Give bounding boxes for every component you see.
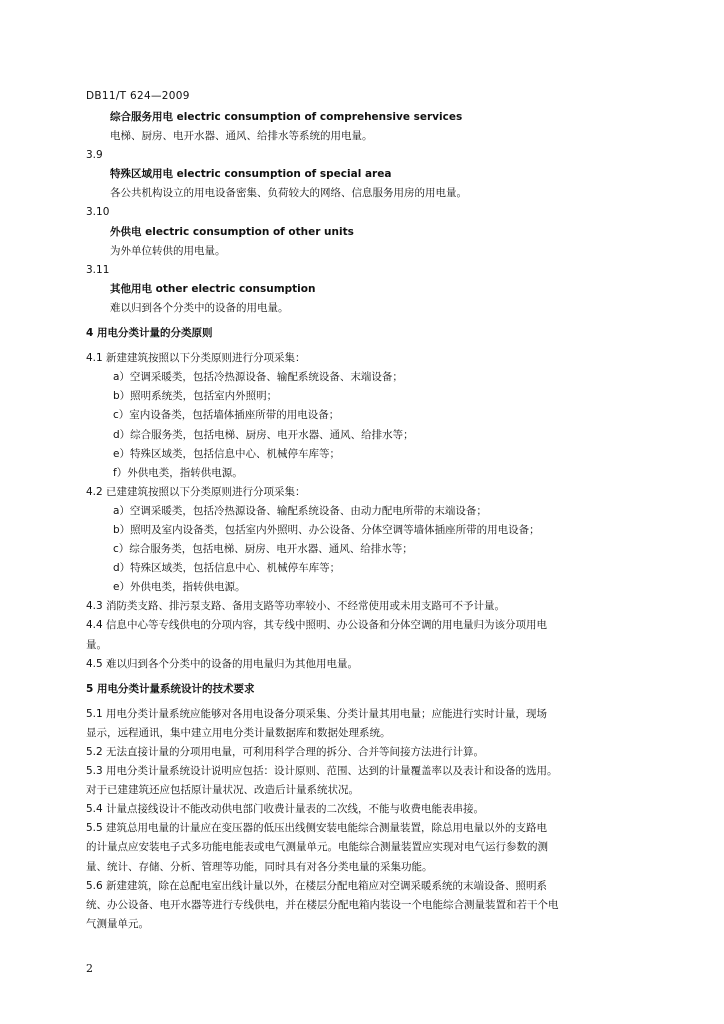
document-body	[86, 108, 658, 934]
clause-text: 5.5 建筑总用电量的计量应在变压器的低压出线侧安装电能综合测量装置，除总用电量以外的支路电	[86, 822, 548, 835]
clause-text: 统、办公设备、电开水器等进行专线供电，并在楼层分配电箱内装设一个电能综合测量装置和若干个电	[86, 898, 559, 911]
term-definition: 各公共机构设立的用电设备密集、负荷较大的网络、信息服务用房的用电量。	[110, 187, 467, 200]
clause-text: 5.1 用电分类计量系统应能够对各用电设备分项采集、分类计量其用电量；应能进行实时计量，现场	[86, 707, 548, 720]
section-heading: 5 用电分类计量系统设计的技术要求	[86, 682, 255, 695]
clause-text: 5.6 新建建筑，除在总配电室出线计量以外，在楼层分配电箱应对空调采暖系统的末端设备、照明系	[86, 879, 548, 892]
term-heading: 特殊区域用电 electric consumption of special area	[110, 168, 392, 181]
clause-text: 4.4 信息中心等专线供电的分项内容，其专线中照明、办公设备和分体空调的用电量归为该分项用电	[86, 619, 548, 632]
list-item: c）室内设备类，包括墙体插座所带的用电设备；	[113, 409, 340, 422]
term-definition: 电梯、厨房、电开水器、通风、给排水等系统的用电量。	[110, 130, 373, 143]
page-number: 2	[86, 962, 93, 975]
term-definition: 为外单位转供的用电量。	[110, 244, 226, 257]
clause-text: 显示，远程通讯，集中建立用电分类计量数据库和数据处理系统。	[86, 726, 391, 739]
term-definition: 难以归到各个分类中的设备的用电量。	[110, 301, 289, 314]
section-heading: 4 用电分类计量的分类原则	[86, 327, 213, 340]
term-heading: 其他用电 other electric consumption	[110, 282, 316, 295]
clause-text: 5.2 无法直接计量的分项用电量，可利用科学合理的拆分、合并等间接方法进行计算。	[86, 746, 485, 758]
list-item: c）综合服务类，包括电梯、厨房、电开水器、通风、给排水等；	[113, 543, 413, 556]
clause-text: 气测量单元。	[86, 917, 149, 930]
list-item: d）综合服务类，包括电梯、厨房、电开水器、通风、给排水等；	[113, 428, 414, 441]
clause-text: 4.3 消防类支路、排污泵支路、备用支路等功率较小、不经常使用或未用支路可不予计量。	[86, 600, 506, 613]
list-item: d）特殊区域类，包括信息中心、机械停车库等；	[113, 562, 341, 575]
term-heading: 综合服务用电 electric consumption of comprehensive services	[110, 111, 463, 123]
clause-text: 4.5 难以归到各个分类中的设备的用电量归为其他用电量。	[86, 657, 359, 670]
list-item: f）外供电类，指转供电源。	[113, 466, 243, 479]
clause-text: 对于已建建筑还应包括原计量状况、改造后计量系统状况。	[86, 784, 359, 797]
list-item: a）空调采暖类，包括冷热源设备、输配系统设备、由动力配电所带的末端设备；	[113, 504, 487, 517]
clause-text: 的计量点应安装电子式多功能电能表或电气测量单元。电能综合测量装置应实现对电气运行参数的测	[86, 841, 548, 854]
clause-text: 4.1 新建建筑按照以下分类原则进行分项采集：	[86, 352, 306, 365]
clause-text: 量、统计、存储、分析、管理等功能，同时具有对各分类电量的采集功能。	[86, 860, 433, 873]
list-item: e）特殊区域类，包括信息中心、机械停车库等；	[113, 447, 340, 460]
clause-text: 4.2 已建建筑按照以下分类原则进行分项采集：	[86, 485, 306, 498]
clause-text: 量。	[86, 638, 107, 651]
clause-number: 3.11	[86, 263, 110, 276]
standard-header: DB11/T 624—2009	[86, 90, 190, 102]
term-heading: 外供电 electric consumption of other units	[110, 225, 354, 238]
clause-text: 5.4 计量点接线设计不能改动供电部门收费计量表的二次线，不能与收费电能表串接。	[86, 803, 485, 816]
list-item: e）外供电类，指转供电源。	[113, 581, 246, 594]
clause-number: 3.9	[86, 149, 103, 162]
clause-number: 3.10	[86, 206, 110, 219]
clause-text: 5.3 用电分类计量系统设计说明应包括：设计原则、范围、达到的计量覆盖率以及表计和设备的选用。	[86, 765, 558, 778]
list-item: b）照明系统类，包括室内外照明；	[113, 390, 278, 403]
list-item: b）照明及室内设备类，包括室内外照明、办公设备、分体空调等墙体插座所带的用电设备；	[113, 523, 540, 536]
list-item: a）空调采暖类，包括冷热源设备、输配系统设备、末端设备；	[113, 371, 403, 384]
